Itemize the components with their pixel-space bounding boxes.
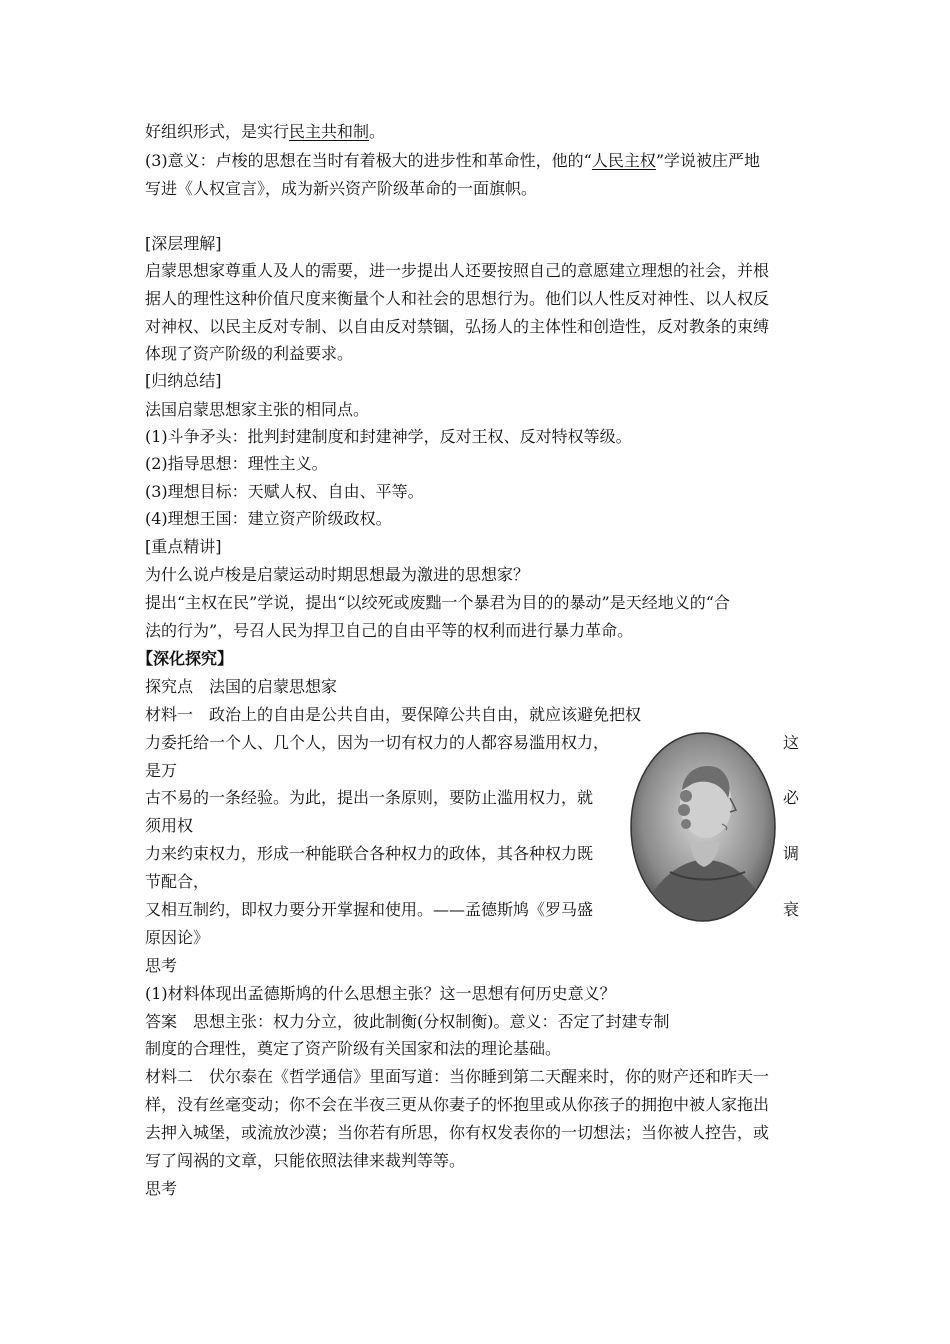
section-header-bold: 【深化探究】 [137,649,234,668]
text-line: 启蒙思想家尊重人及人的需要，进一步提出人还要按照自己的意愿建立理想的社会，并根 [145,261,770,280]
text-line: 又相互制约，即权力要分开掌握和使用。——孟德斯鸠《罗马盛 [145,900,594,919]
text-fragment: 这 [783,733,800,752]
text-fragment: 必 [783,788,800,807]
text-line: 写了闯祸的文章，只能依照法律来裁判等等。 [145,1151,466,1170]
text-line: 法的行为”，号召人民为捍卫自己的自由平等的权利而进行暴力革命。 [145,621,634,640]
text-line: 是万 [145,761,178,780]
text-line: (3)理想目标：天赋人权、自由、平等。 [145,482,424,501]
text-line: 古不易的一条经验。为此，提出一条原则，要防止滥用权力，就 [145,788,594,807]
text-line: 提出“主权在民”学说，提出“以绞死或废黜一个暴君为目的的暴动”是天经地义的“合 [145,593,730,612]
section-header: [重点精讲] [145,537,222,556]
text-line: 思考 [145,956,178,975]
text-line: 写进《人权宣言》，成为新兴资产阶级革命的一面旗帜。 [145,179,538,198]
text-line: 为什么说卢梭是启蒙运动时期思想最为激进的思想家？ [145,565,530,584]
portrait-image [630,732,776,922]
text-line: (2)指导思想：理性主义。 [145,454,328,473]
text-fragment: 衰 [783,900,800,919]
text-line: 材料一 政治上的自由是公共自由，要保障公共自由，就应该避免把权 [145,705,642,724]
text-line: 原因论》 [145,928,210,947]
text-line: 探究点 法国的启蒙思想家 [145,677,338,696]
text-line: (3)意义：卢梭的思想在当时有着极大的进步性和革命性，他的“人民主权”学说被庄严地 [145,151,761,170]
text-line: 力来约束权力，形成一种能联合各种权力的政体，其各种权力既 [145,844,594,863]
text-line: 思考 [145,1179,178,1198]
text-line: 据人的理性这种价值尺度来衡量个人和社会的思想行为。他们以人性反对神性、以人权反 [145,289,770,308]
text-line: 样，没有丝毫变动；你不会在半夜三更从你妻子的怀抱里或从你孩子的拥抱中被人家拖出 [145,1095,770,1114]
text-line: 法国启蒙思想家主张的相同点。 [145,400,370,419]
text-line: (1)材料体现出孟德斯鸠的什么思想主张？这一思想有何历史意义？ [145,984,616,1003]
text-fragment: 调 [783,844,800,863]
text-line: 答案 思想主张：权力分立，彼此制衡(分权制衡)。意义：否定了封建专制 [145,1012,670,1031]
text-line: 制度的合理性，奠定了资产阶级有关国家和法的理论基础。 [145,1039,562,1058]
text-line: 去押入城堡，或流放沙漠；当你若有所思，你有权发表你的一切想法；当你被人控告，或 [145,1123,770,1142]
text-line: (1)斗争矛头：批判封建制度和封建神学，反对王权、反对特权等级。 [145,427,632,446]
text-line: (4)理想王国：建立资产阶级政权。 [145,509,392,528]
text-line: 好组织形式，是实行民主共和制。 [145,122,386,141]
text-line: 节配合， [145,872,210,891]
text-line: 力委托给一个人、几个人，因为一切有权力的人都容易滥用权力， [145,733,610,752]
text-line: 体现了资产阶级的利益要求。 [145,344,354,363]
section-header: [归纳总结] [145,371,222,390]
section-header: [深层理解] [145,234,222,253]
text-line: 材料二 伏尔泰在《哲学通信》里面写道：当你睡到第二天醒来时，你的财产还和昨天一 [145,1067,770,1086]
text-line: 对神权、以民主反对专制、以自由反对禁锢，弘扬人的主体性和创造性，反对教条的束缚 [145,317,770,336]
text-line: 须用权 [145,816,194,835]
underlined-term: 人民主权 [591,151,656,170]
underlined-term: 民主共和制 [289,122,370,141]
